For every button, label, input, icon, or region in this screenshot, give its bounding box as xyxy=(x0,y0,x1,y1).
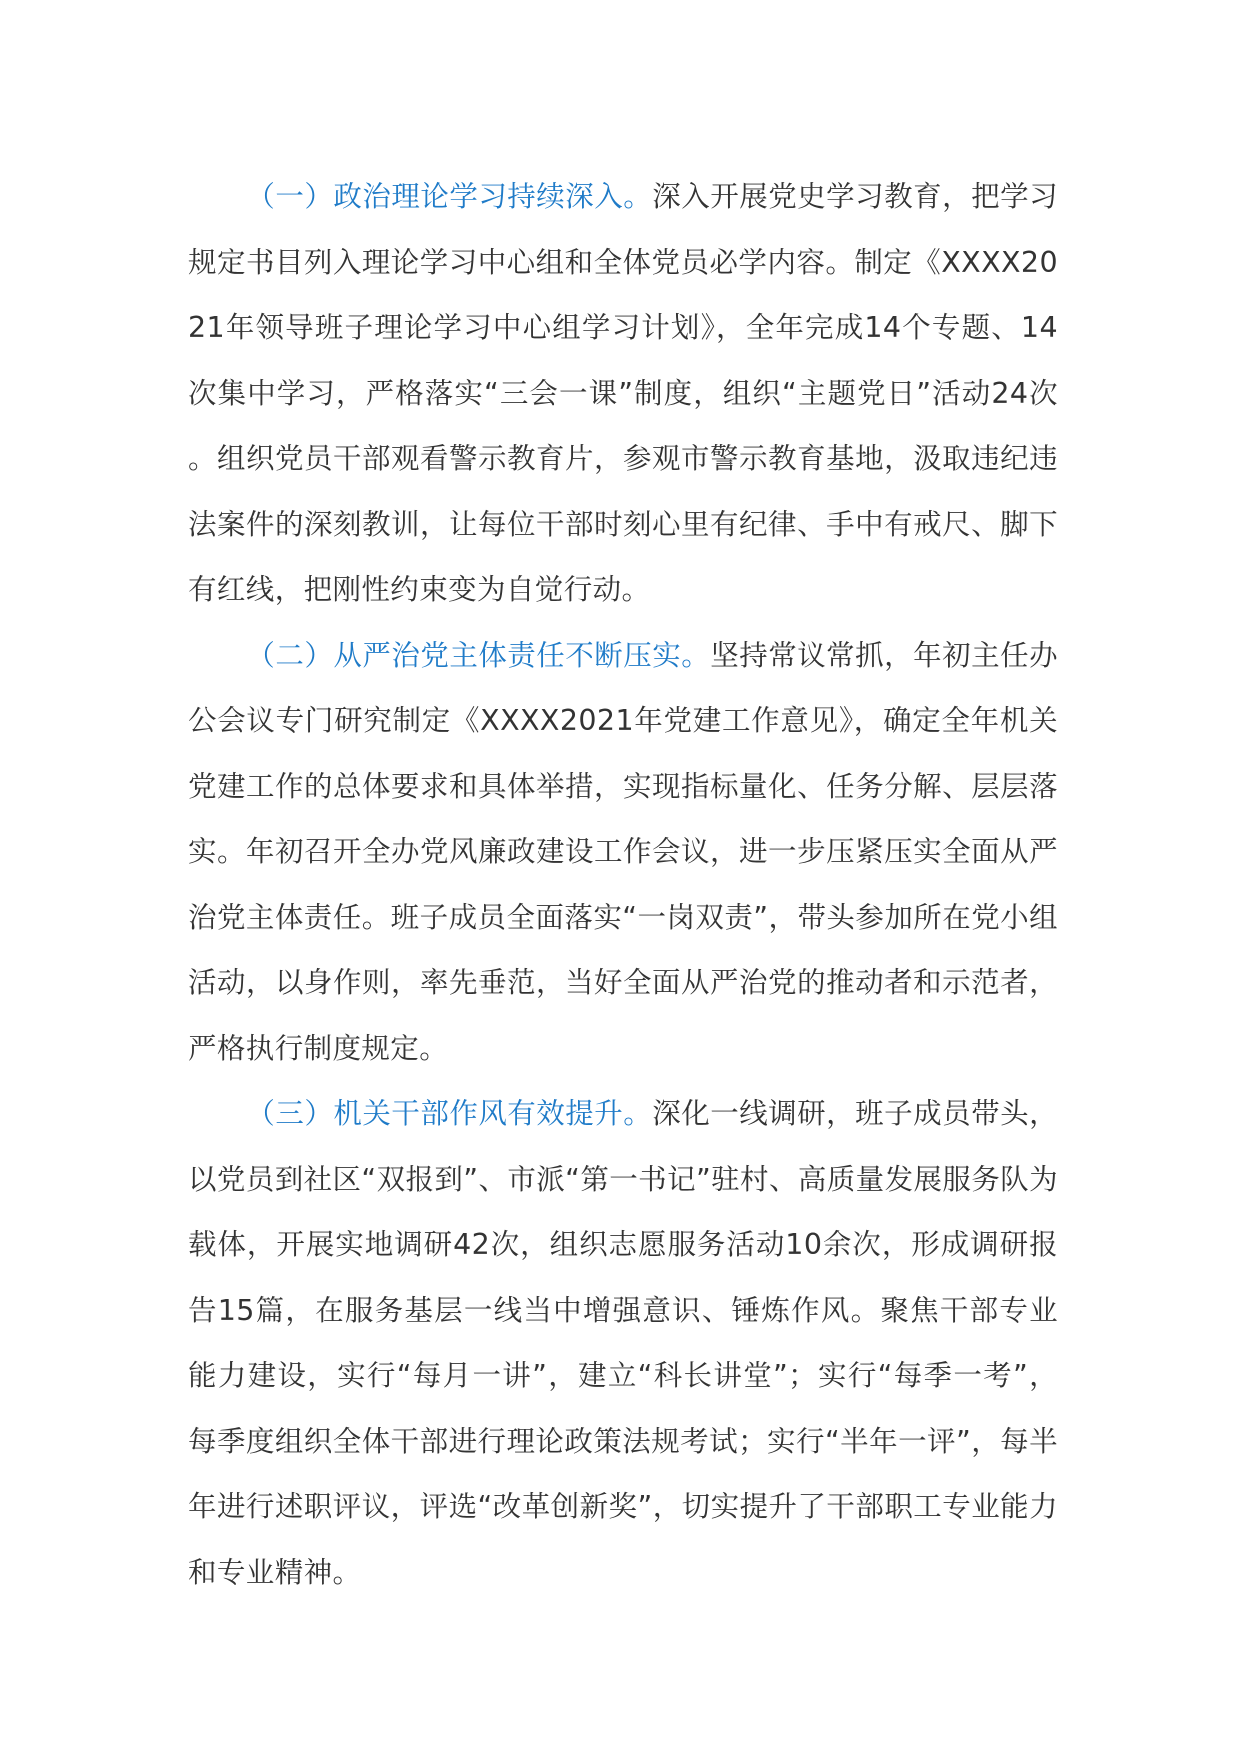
paragraph-3-text: 深化一线调研，班子成员带头，以党员到社区“双报到”、市派“第一书记”驻村、高质量发展服务队为载体，开展实地调研42次，组织志愿服务活动10余次，形成调研报告15篇，在服务基层一线当中增强意识、锤炼作风。聚焦干部专业能力建设，实行“每月一讲”，建立“科长讲堂”；实行“每季一考”，每季度组织全体干部进行理论政策法规考试；实行“半年一评”，每半年进行述职评议，评选“改革创新奖”，切实提升了干部职工专业能力和专业精神。 xyxy=(188,1097,1058,1589)
document-body xyxy=(188,164,1058,1605)
paragraph-3 xyxy=(188,1081,1058,1605)
paragraph-3-heading: （三）机关干部作风有效提升。 xyxy=(246,1097,653,1130)
paragraph-1-heading: （一）政治理论学习持续深入。 xyxy=(246,180,653,213)
paragraph-1-text: 深入开展党史学习教育，把学习规定书目列入理论学习中心组和全体党员必学内容。制定《XXXX2021年领导班子理论学习中心组学习计划》，全年完成14个专题、14次集中学习，严格落实“三会一课”制度，组织“主题党日”活动24次。组织党员干部观看警示教育片，参观市警示教育基地，汲取违纪违法案件的深刻教训，让每位干部时刻心里有纪律、手中有戒尺、脚下有红线，把刚性约束变为自觉行动。 xyxy=(188,180,1058,606)
paragraph-2-heading: （二）从严治党主体责任不断压实。 xyxy=(246,638,711,672)
paragraph-2-text: 坚持常议常抓，年初主任办公会议专门研究制定《XXXX2021年党建工作意见》，确定全年机关党建工作的总体要求和具体举措，实现指标量化、任务分解、层层落实。年初召开全办党风廉政建设工作会议，进一步压紧压实全面从严治党主体责任。班子成员全面落实“一岗双责”，带头参加所在党小组活动，以身作则，率先垂范，当好全面从严治党的推动者和示范者，严格执行制度规定。 xyxy=(188,638,1058,1065)
paragraph-2 xyxy=(188,623,1058,1082)
paragraph-1 xyxy=(188,164,1058,623)
